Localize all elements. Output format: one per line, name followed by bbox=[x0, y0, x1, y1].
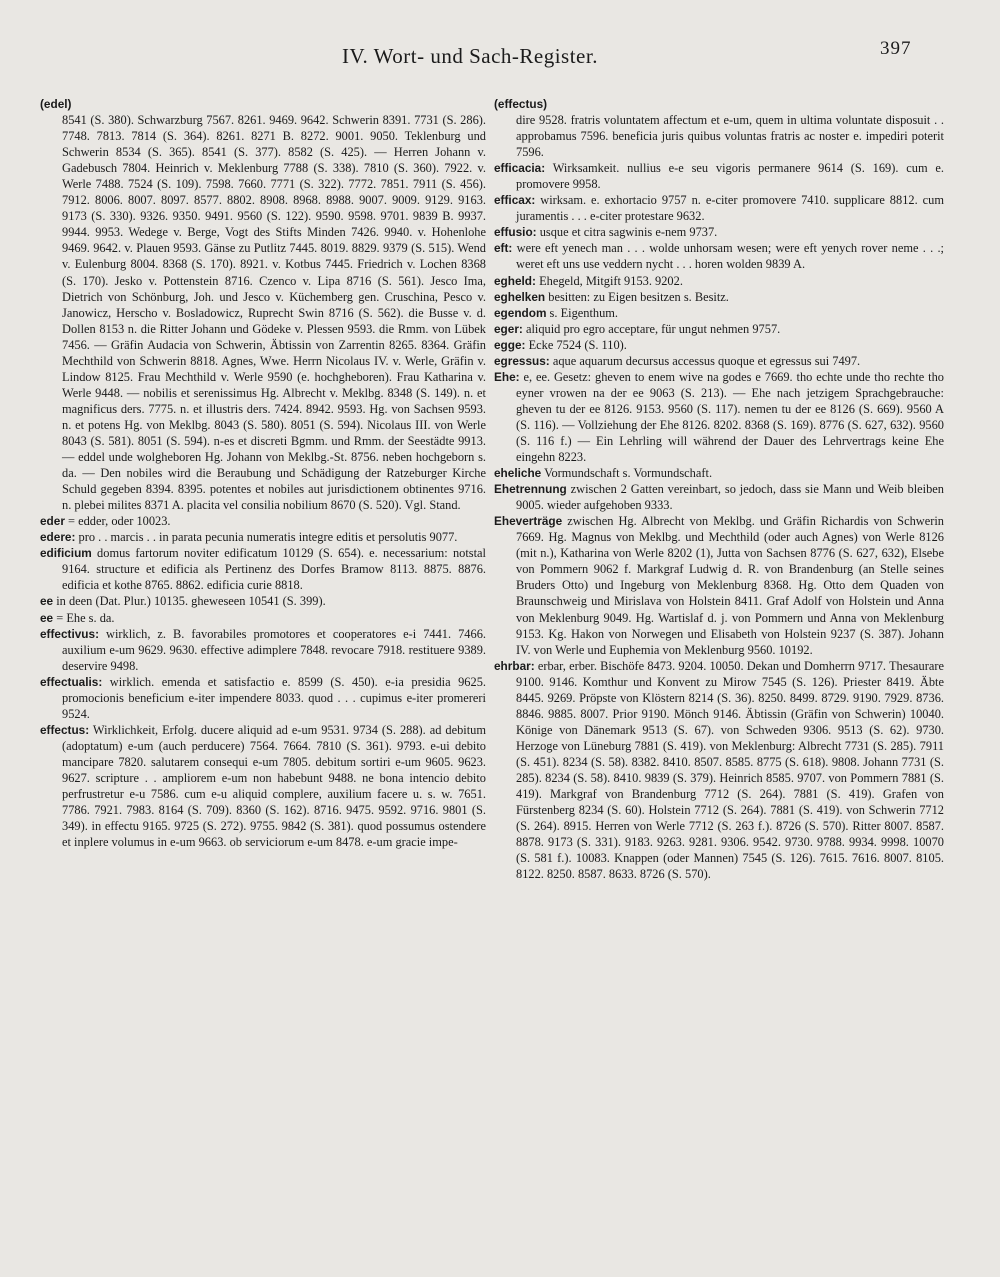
register-entry bbox=[40, 545, 486, 593]
entry-text: were eft yenech man . . . wolde unhorsam wesen; were eft yenych rover neme . . .; weret eft uns use veddern nycht . . . horen wolden 9839 A. bbox=[516, 241, 944, 272]
entry-headword: (edel) bbox=[40, 97, 72, 111]
entry-text: erbar, erber. Bischöfe 8473. 9204. 10050. Dekan und Domherrn 9717. Thesaurare 9100. 9146. Komthur und Konvent zu Mirow 7545 (S. 126). Priester 8419. Äbte 8445. 9269. Pröpste von Klöstern 8214 (S. 36). 8250. 8499. 8729. 9190. 7929. 8736. 8846. 9885. 8007. Prior 9190. Mönch 9146. Äbtissin (Gräfin von Schwerin) 10040. Könige von Dänemark 9513 (S. 67). von Schweden 9306. 9513 (S. 62). 9730. Herzoge von Lüneburg 7881 (S. 419). von Meklenburg: Albrecht 7731 (S. 285). 7911 (S. 451). 8234 (S. 58). 8382. 8410. 8507. 8585. 8775 (S. 618). 9808. Johann 7731 (S. 285). 8234 (S. 58). 8410. 9839 (S. 379). Heinrich 8585. 9707. von Pommern 7881 (S. 419). Markgraf von Brandenburg 7712 (S. 264). 7881 (S. 419). Grafen von Fürstenberg 8234 (S. 60). Holstein 7712 (S. 264). 7881 (S. 419). von Schwerin 7712 (S. 264). 8915. Herren von Werle 7712 (S. 263 f.). 8726 (S. 570). Ritter 8007. 8587. 8878. 9173 (S. 331). 9183. 9263. 9281. 9306. 9542. 9730. 9788. 9934. 9998. 10070 (S. 581 f.). 10083. Knappen (oder Mannen) 7545 (S. 126). 7615. 7616. 8007. 8105. 8122. 8250. 8587. 8633. 8726 (S. 570). bbox=[516, 658, 944, 882]
entry-text: e, ee. Gesetz: gheven to enem wive na godes e 7669. tho echte unde tho rechte tho eyner vrowen na der ee 9063 (S. 213). — Ehe nach jetzigem Sprachgebrauche: gheven tu der ee 8126. 9153. 9560 (S. 117). nemen tu der ee 8126 (S. 669). 9560 A (S. 116). — Vollziehung der Ehe 8126. 8202. 8368 (S. 169). 8776 (S. 627, 632). 9560 (S. 116 f.) — Ein Lehrling will während der Dauer des Lehrvertrags keine Ehe eingehn 8223. bbox=[516, 369, 944, 465]
entry-headword: eghelken bbox=[494, 289, 546, 304]
page-number: 397 bbox=[880, 38, 912, 59]
register-entry bbox=[494, 337, 944, 353]
entry-headword: effusio: bbox=[494, 225, 537, 240]
register-entry bbox=[494, 465, 944, 481]
entry-headword: eheliche bbox=[494, 466, 542, 481]
register-entry bbox=[40, 610, 486, 626]
register-entry bbox=[494, 658, 944, 883]
entry-text: wirklich, z. B. favorabiles promotores et cooperatores e-i 7441. 7466. auxilium e-um 9629. 9630. effective adimplere 7848. revocare 7918. restituere 9389. deservire 9498. bbox=[62, 626, 486, 673]
page-title: IV. Wort- und Sach-Register. bbox=[342, 44, 598, 68]
register-entry bbox=[494, 353, 944, 369]
right-column bbox=[494, 96, 944, 882]
register-entry bbox=[40, 722, 486, 850]
entry-headword: edere: bbox=[40, 530, 76, 545]
entry-text: Wirklichkeit, Erfolg. ducere aliquid ad e-um 9531. 9734 (S. 288). ad debitum (adoptatum) e-um (auch perducere) 7564. 7664. 7810 (S. 361). 9793. e-ui debito mancipare 7820. salutarem consequi e-um 7805. debitum sortiri e-um 9605. 9623. 9627. scripture . . ampliorem e-um non habebunt 9488. ne bona intencio debito perfrustretur e-u 7586. cum e-u aliquid complere, auxilium facere u. s. w. 7651. 7786. 7921. 7983. 8164 (S. 709). 8360 (S. 162). 8716. 9475. 9592. 9716. 9801 (S. 349). in effectu 9165. 9725 (S. 272). 9755. 9842 (S. 381). quod possumus ostendere et inplere volumus in e-um 9663. ob serviciorum e-um 8478. e-um gracie impe- bbox=[62, 722, 486, 850]
entry-text: pro . . marcis . . in parata pecunia numeratis integre editis et persolutis 9077. bbox=[78, 530, 458, 545]
entry-text: dire 9528. fratris voluntatem affectum et e-um, quem in ultima voluntate disposuit . . approbamus 7596. beneficia juris quibus voluntas fratris ac noster e. impediri poterit 7596. bbox=[516, 113, 944, 160]
entry-text: usque et citra sagwinis e-nem 9737. bbox=[539, 225, 718, 240]
left-column bbox=[40, 96, 486, 850]
entry-text: aliquid pro egro acceptare, für ungut nehmen 9757. bbox=[525, 321, 781, 336]
entry-text: Vormundschaft s. Vormundschaft. bbox=[544, 466, 713, 481]
register-entry bbox=[494, 289, 944, 305]
register-entry bbox=[40, 593, 486, 609]
entry-text: Ehegeld, Mitgift 9153. 9202. bbox=[539, 273, 683, 288]
entry-text: Ecke 7524 (S. 110). bbox=[528, 337, 627, 352]
register-entry bbox=[494, 481, 944, 513]
entry-headword: ehrbar: bbox=[494, 658, 535, 673]
entry-text: besitten: zu Eigen besitzen s. Besitz. bbox=[548, 289, 729, 304]
entry-text: Wirksamkeit. nullius e-e seu vigoris permanere 9614 (S. 169). cum e. promovere 9958. bbox=[516, 161, 944, 192]
register-entry bbox=[494, 513, 944, 657]
entry-text: zwischen Hg. Albrecht von Meklbg. und Gräfin Richardis von Schwerin 7669. Hg. Magnus von Meklbg. und Mechthild (oder auch Agnes) von Werle 8126 (mit n.), Katharina von Werle 8202 (1), Jutta von Sachsen 8776 (S. 627, 632), Elsebe von Pommern 9062 f. Markgraf Ludwig d. R. von Brandenburg (an Stelle seines Bruders Otto) und Ingeburg von Meklenburg 8368. Hg. Otto dem Quaden von Braunschweig und Mirislava von Holstein 8411. Graf Adolf von Holstein und Anna von Meklenburg 9049. Hg. Wartislaf d. j. von Pommern und Anna von Meklenburg 9153. Kg. Hakon von Norwegen und Elisabeth von Holstein 9237 (S. 387). Johann IV. von Werle und Euphemia von Meklenburg 9560. 10192. bbox=[516, 514, 944, 657]
entry-headword: ee bbox=[40, 594, 54, 609]
entry-headword: efficax: bbox=[494, 193, 536, 208]
register-entry bbox=[494, 273, 944, 289]
register-entry bbox=[40, 674, 486, 722]
entry-headword: eft: bbox=[494, 241, 513, 256]
entry-text: 8541 (S. 380). Schwarzburg 7567. 8261. 9469. 9642. Schwerin 8391. 7731 (S. 286). 7748. 7813. 7814 (S. 364). 8261. 8271 B. 8272. 9001. 9050. Teklenburg und Schwerin 8534 (S. 365). 8541 (S. 377). 8582 (S. 425). — Herren Johann v. Gadebusch 7804. Heinrich v. Meklenburg 7788 (S. 338). 7810 (S. 360). 7922. v. Werle 7488. 7524 (S. 109). 7598. 7660. 7771 (S. 322). 7772. 7851. 7911 (S. 456). 7912. 8006. 8007. 8097. 8577. 8802. 8908. 8968. 8988. 9007. 9009. 9129. 9163. 9173 (S. 330). 9326. 9350. 9491. 9560 (S. 122). 9590. 9598. 9701. 9839 B. 9937. 9944. 9953. Wedege v. Berge, Vogt des Stifts Minden 7426. 9940. v. Hohenlohe 9469. 9642. v. Plauen 9593. Gänse zu Putlitz 7445. 8019. 8829. 9379 (S. 515). Wend v. Eulenburg 8004. 8368 (S. 170). 8921. v. Kotbus 7445. Friedrich v. Lochen 8368 (S. 170). Jesko v. Pottenstein 8716. Czenco v. Lipa 8716 (S. 561). Jesco Ima, Dietrich von Schönburg, Joh. und Jesco v. Küchemberg gen. Cruschina, Pesco v. Janowicz, Herscho v. Bosladowicz, Ruprecht Swin 8716 (S. 562). die Busse v. d. Dollen 8153 n. die Ritter Johann und Gödeke v. Plessen 9593. die Rmm. von Lübek 7456. — Gräfin Audacia von Schwerin, Äbtissin von Zarrentin 8265. 8364. Gräfin Mechthild von Schwerin 8818. Agnes, Wwe. Herrn Nicolaus IV. v. Werle, Gräfin v. Lindow 8125. Frau Mechthild v. Werle 9590 (e. hochgheboren). Frau Katharina v. Werle 9448. — nobilis et serenissimus Hg. Albrecht v. Meklbg. 8348 (S. 149). n. et magnificus ders. 7775. n. et illustris ders. 7424. 8942. 9593. Hg. von Sachsen 9593. n. et potens Hg. von Meklbg. 8043 (S. 580). 8051 (S. 594). Nicolaus III. von Werle 8043 (S. 581). 8051 (S. 594). n-es et discreti Bgmm. und Rmm. der Seestädte 9913. — eddel unde wolgheboren Hg. Johann von Meklbg.-St. 8756. neben hochgeborn s. da. — Den nobiles wird die Beraubung und Schädigung der Ratzeburger Kirche Schuld gegeben 8394. 8395. potentes et nobiles aut jurisdictionem obtinentes 9716. n. plebei milites 8371 A. placita vel consilia nobilium 8670 (S. 520). Vgl. Stand. bbox=[62, 113, 486, 513]
entry-headword: egheld: bbox=[494, 273, 536, 288]
entry-text: zwischen 2 Gatten vereinbart, so jedoch, dass sie Mann und Weib bleiben 9005. wieder aufgehoben 9333. bbox=[516, 482, 944, 513]
entry-headword: edificium bbox=[40, 546, 92, 561]
register-entry bbox=[40, 96, 486, 513]
register-entry bbox=[40, 626, 486, 674]
entry-headword: eger: bbox=[494, 321, 523, 336]
entry-headword: ee bbox=[40, 610, 54, 625]
entry-headword: egressus: bbox=[494, 353, 550, 368]
register-entry bbox=[494, 321, 944, 337]
entry-headword: effectualis: bbox=[40, 674, 103, 689]
entry-text: s. Eigenthum. bbox=[549, 305, 619, 320]
entry-headword: effectivus: bbox=[40, 626, 100, 641]
entry-text: = Ehe s. da. bbox=[56, 610, 115, 625]
entry-headword: effectus: bbox=[40, 722, 90, 737]
entry-headword: Ehetrennung bbox=[494, 482, 567, 497]
register-entry bbox=[40, 529, 486, 545]
entry-text: aque aquarum decursus accessus quoque et egressus sui 7497. bbox=[552, 353, 861, 368]
entry-text: in deen (Dat. Plur.) 10135. gheweseen 10541 (S. 399). bbox=[56, 594, 326, 609]
entry-text: wirksam. e. exhortacio 9757 n. e-citer promovere 7410. supplicare 8812. cum juramentis . . . e-citer protestare 9632. bbox=[516, 193, 944, 224]
register-entry bbox=[494, 305, 944, 321]
entry-headword: egge: bbox=[494, 337, 526, 352]
entry-headword: efficacia: bbox=[494, 161, 546, 176]
register-entry bbox=[494, 369, 944, 465]
entry-headword: (effectus) bbox=[494, 97, 548, 111]
register-entry bbox=[494, 192, 944, 224]
entry-headword: Ehe: bbox=[494, 369, 520, 384]
entry-text: domus fartorum noviter edificatum 10129 (S. 654). e. necessarium: notstal 9164. structure et edificia als Pertinenz des Dorfes Bramow 8113. 8875. 8876. edificia et kothe 8765. 8862. edificia curie 8818. bbox=[62, 546, 486, 593]
register-entry bbox=[40, 513, 486, 529]
register-entry bbox=[494, 240, 944, 272]
entry-headword: eder bbox=[40, 514, 65, 529]
entry-text: wirklich. emenda et satisfactio e. 8599 (S. 450). e-ia presidia 9625. promocionis beneficium e-iter impendere 8033. quod . . . cupimus e-iter promereri 9524. bbox=[62, 674, 486, 721]
register-entry bbox=[494, 160, 944, 192]
register-entry bbox=[494, 96, 944, 160]
register-entry bbox=[494, 224, 944, 240]
entry-headword: egendom bbox=[494, 305, 547, 320]
entry-headword: Eheverträge bbox=[494, 514, 563, 529]
entry-text: = edder, oder 10023. bbox=[68, 514, 171, 529]
